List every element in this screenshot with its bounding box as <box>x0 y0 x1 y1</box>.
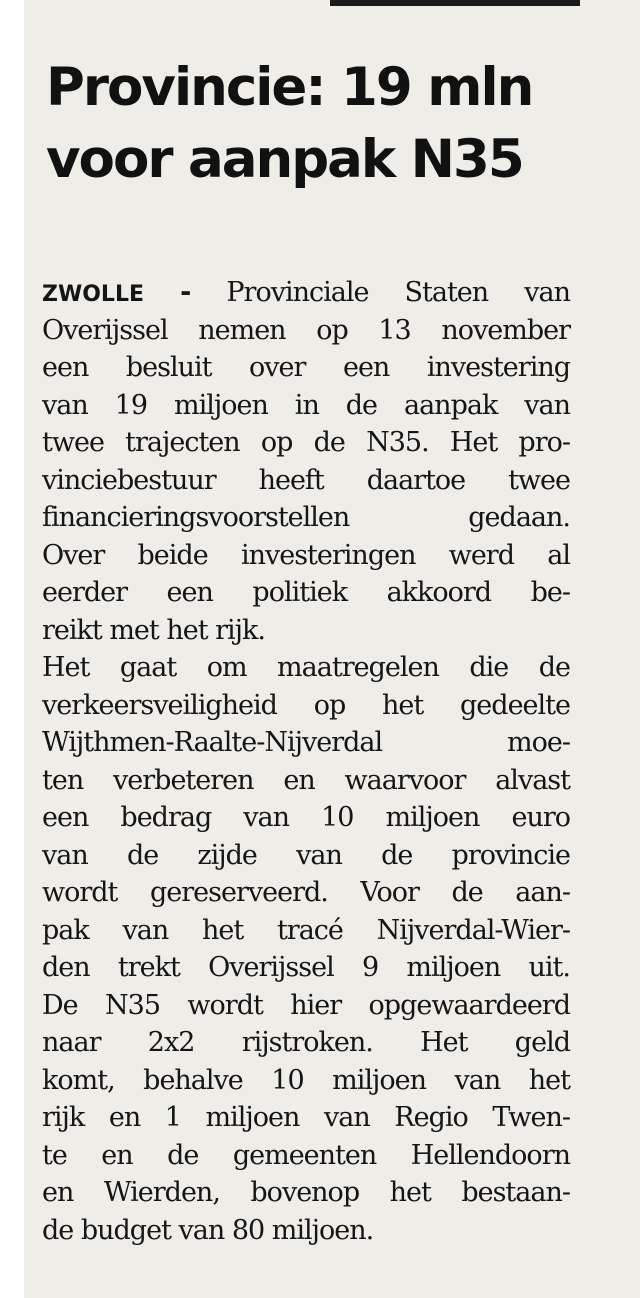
body-line: de budget van 80 miljoen. <box>42 1214 374 1246</box>
body-line: eerder een politiek akkoord be- <box>42 577 570 608</box>
body-line: Overijssel nemen op 13 november <box>42 314 570 346</box>
body-line: twee trajecten op de N35. Het pro- <box>42 427 570 458</box>
dateline: ZWOLLE <box>42 282 144 307</box>
body-line: en Wierden, bovenop het bestaan- <box>42 1177 570 1208</box>
body-line: pak van het tracé Nijverdal-Wier- <box>42 914 570 946</box>
body-line: een besluit over een investering <box>42 352 570 383</box>
body-line: financieringsvoorstellen gedaan. <box>42 502 570 533</box>
body-line: komt, behalve 10 miljoen van het <box>42 1064 570 1096</box>
headline-line: voor aanpak N35 <box>46 129 523 190</box>
body-line: verkeersveiligheid op het gedeelte <box>42 689 570 721</box>
body-line: vinciebestuur heeft daartoe twee <box>42 464 570 496</box>
body-line: van 19 miljoen in de aanpak van <box>42 389 570 421</box>
body-line-text: Provinciale Staten van <box>226 277 570 308</box>
body-line: van de zijde van de provincie <box>42 839 570 871</box>
dateline-separator: - <box>180 277 191 308</box>
top-rule <box>330 0 580 6</box>
body-line: Over beide investeringen werd al <box>42 539 570 571</box>
body-line: rijk en 1 miljoen van Regio Twen- <box>42 1102 570 1133</box>
body-line <box>42 274 570 312</box>
body-line: ten verbeteren en waarvoor alvast <box>42 764 570 796</box>
page-margin <box>0 0 24 1298</box>
body-line: te en de gemeenten Hellendoorn <box>42 1139 570 1171</box>
body-line: naar 2x2 rijstroken. Het geld <box>42 1027 570 1058</box>
body-line: Het gaat om maatregelen die de <box>42 652 570 683</box>
body-line: Wijthmen-Raalte-Nijverdal moe- <box>42 727 570 758</box>
body-line: wordt gereserveerd. Voor de aan- <box>42 877 570 908</box>
headline <box>46 52 616 196</box>
body-line: De N35 wordt hier opgewaardeerd <box>42 989 570 1021</box>
body-line: een bedrag van 10 miljoen euro <box>42 802 570 833</box>
body-line: reikt met het rijk. <box>42 614 265 646</box>
article-body <box>42 274 570 1249</box>
body-line: den trekt Overijssel 9 miljoen uit. <box>42 952 570 983</box>
headline-line: Provincie: 19 mln <box>46 57 533 118</box>
